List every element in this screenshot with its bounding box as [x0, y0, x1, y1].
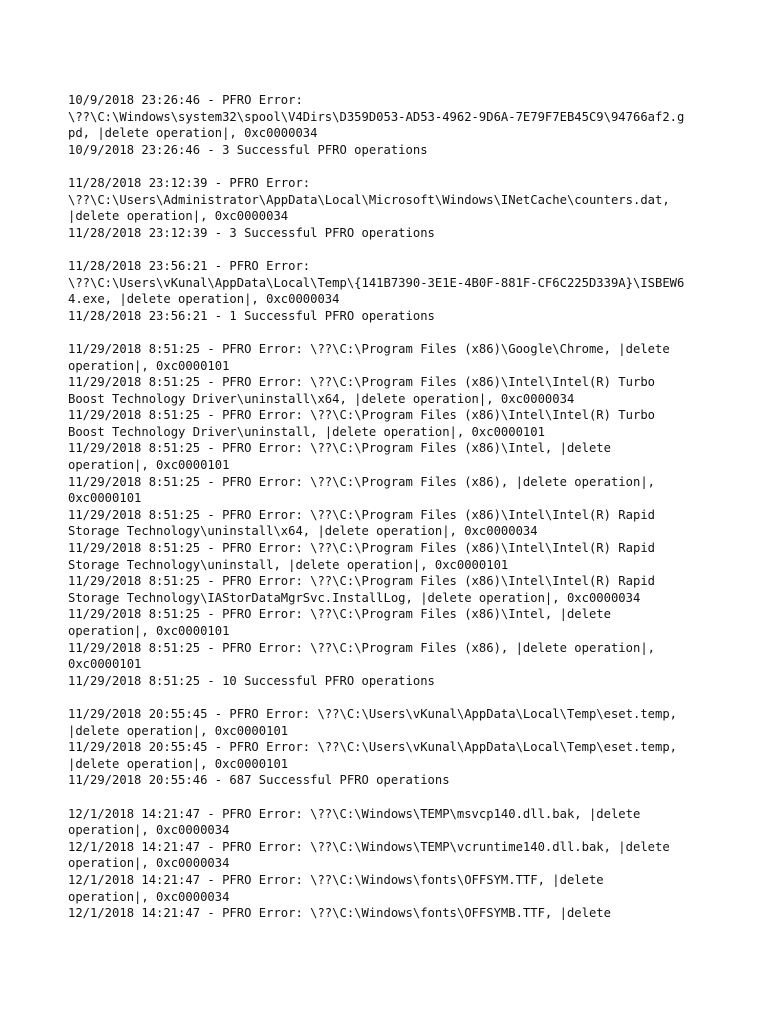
- log-line: 4.exe, |delete operation|, 0xc0000034: [68, 292, 340, 307]
- log-line: operation|, 0xc0000034: [68, 856, 230, 871]
- log-line: Storage Technology\IAStorDataMgrSvc.InstallLog, |delete operation|, 0xc0000034: [68, 590, 641, 605]
- log-line: 0xc0000101: [68, 657, 142, 672]
- log-line: Storage Technology\uninstall, |delete operation|, 0xc0000101: [68, 557, 509, 572]
- blank-line: [68, 324, 708, 341]
- log-line: 0xc0000101: [68, 491, 142, 506]
- log-line: |delete operation|, 0xc0000101: [68, 723, 289, 738]
- log-line: 11/29/2018 8:51:25 - PFRO Error: \??\C:\Program Files (x86)\Google\Chrome, |delete: [68, 341, 670, 356]
- log-line: 11/28/2018 23:56:21 - 1 Successful PFRO operations: [68, 308, 435, 323]
- log-line: 11/29/2018 8:51:25 - PFRO Error: \??\C:\Program Files (x86)\Intel\Intel(R) Rapid: [68, 507, 655, 522]
- log-line: 12/1/2018 14:21:47 - PFRO Error: \??\C:\Windows\fonts\OFFSYM.TTF, |delete: [68, 872, 604, 887]
- log-line: Storage Technology\uninstall\x64, |delete operation|, 0xc0000034: [68, 524, 538, 539]
- log-document: [68, 92, 708, 922]
- log-line: 10/9/2018 23:26:46 - 3 Successful PFRO operations: [68, 142, 428, 157]
- log-line: operation|, 0xc0000101: [68, 358, 230, 373]
- log-line: \??\C:\Windows\system32\spool\V4Dirs\D359D053-AD53-4962-9D6A-7E79F7EB45C9\94766af2.g: [68, 109, 685, 124]
- log-line: 11/28/2018 23:56:21 - PFRO Error:: [68, 258, 311, 273]
- log-line: 11/29/2018 8:51:25 - PFRO Error: \??\C:\Program Files (x86), |delete operation|,: [68, 474, 655, 489]
- log-line: |delete operation|, 0xc0000034: [68, 209, 289, 224]
- blank-line: [68, 241, 708, 258]
- log-line: 11/28/2018 23:12:39 - PFRO Error:: [68, 175, 311, 190]
- log-line: 11/29/2018 20:55:46 - 687 Successful PFRO operations: [68, 773, 450, 788]
- log-line: Boost Technology Driver\uninstall, |delete operation|, 0xc0000101: [68, 424, 545, 439]
- log-line: operation|, 0xc0000034: [68, 889, 230, 904]
- log-line: Boost Technology Driver\uninstall\x64, |delete operation|, 0xc0000034: [68, 391, 575, 406]
- log-line: 11/29/2018 8:51:25 - PFRO Error: \??\C:\Program Files (x86)\Intel\Intel(R) Turbo: [68, 408, 655, 423]
- log-line: 11/29/2018 8:51:25 - PFRO Error: \??\C:\Program Files (x86)\Intel\Intel(R) Rapid: [68, 574, 655, 589]
- log-line: 12/1/2018 14:21:47 - PFRO Error: \??\C:\Windows\TEMP\msvcp140.dll.bak, |delete: [68, 806, 641, 821]
- log-line: 11/29/2018 8:51:25 - PFRO Error: \??\C:\Program Files (x86)\Intel, |delete: [68, 607, 611, 622]
- log-line: 12/1/2018 14:21:47 - PFRO Error: \??\C:\Windows\fonts\OFFSYMB.TTF, |delete: [68, 906, 611, 921]
- log-line: \??\C:\Users\vKunal\AppData\Local\Temp\{141B7390-3E1E-4B0F-881F-CF6C225D339A}\ISBEW6: [68, 275, 685, 290]
- log-line: 11/28/2018 23:12:39 - 3 Successful PFRO operations: [68, 225, 435, 240]
- log-line: pd, |delete operation|, 0xc0000034: [68, 126, 318, 141]
- log-line: \??\C:\Users\Administrator\AppData\Local\Microsoft\Windows\INetCache\counters.dat,: [68, 192, 670, 207]
- log-line: 11/29/2018 8:51:25 - PFRO Error: \??\C:\Program Files (x86)\Intel\Intel(R) Rapid: [68, 541, 655, 556]
- blank-line: [68, 689, 708, 706]
- log-line: operation|, 0xc0000034: [68, 823, 230, 838]
- log-line: 10/9/2018 23:26:46 - PFRO Error:: [68, 93, 303, 107]
- log-line: 12/1/2018 14:21:47 - PFRO Error: \??\C:\Windows\TEMP\vcruntime140.dll.bak, |delete: [68, 839, 670, 854]
- log-line: 11/29/2018 8:51:25 - PFRO Error: \??\C:\Program Files (x86)\Intel\Intel(R) Turbo: [68, 375, 655, 390]
- log-line: 11/29/2018 20:55:45 - PFRO Error: \??\C:\Users\vKunal\AppData\Local\Temp\eset.temp,: [68, 740, 678, 755]
- log-line: 11/29/2018 20:55:45 - PFRO Error: \??\C:\Users\vKunal\AppData\Local\Temp\eset.temp,: [68, 706, 678, 721]
- blank-line: [68, 789, 708, 806]
- blank-line: [68, 158, 708, 175]
- log-line: operation|, 0xc0000101: [68, 458, 230, 473]
- log-line: 11/29/2018 8:51:25 - PFRO Error: \??\C:\Program Files (x86), |delete operation|,: [68, 640, 655, 655]
- log-line: operation|, 0xc0000101: [68, 624, 230, 638]
- log-line: |delete operation|, 0xc0000101: [68, 756, 289, 771]
- log-line: 11/29/2018 8:51:25 - PFRO Error: \??\C:\Program Files (x86)\Intel, |delete: [68, 441, 611, 456]
- log-line: 11/29/2018 8:51:25 - 10 Successful PFRO operations: [68, 673, 435, 688]
